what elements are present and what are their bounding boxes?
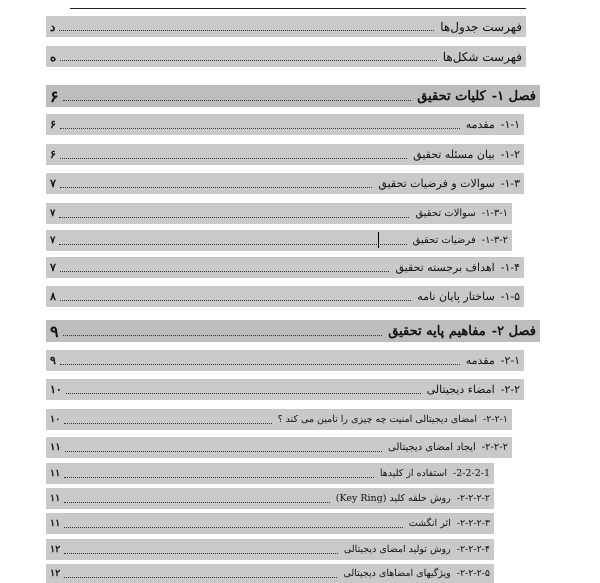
toc-entry-list-of-figures[interactable] <box>46 46 526 67</box>
entry-page: ۷ <box>50 235 56 246</box>
entry-number: ۱-۵- <box>500 290 520 303</box>
toc-entry-chapter-2[interactable] <box>46 320 540 342</box>
toc-entry-2-2-2-1[interactable] <box>46 463 494 484</box>
dot-leader <box>66 393 421 394</box>
entry-page: ۷ <box>50 261 56 274</box>
entry-title: مقدمه <box>465 354 495 367</box>
entry-title: روش تولید امضای دیجیتالی <box>343 544 451 555</box>
toc-entry-2-2[interactable] <box>46 379 524 400</box>
entry-title: امضاء دیجیتالی <box>426 383 495 396</box>
entry-page: ۱۲ <box>50 568 61 579</box>
entry-title: مفاهیم پایه تحقیق <box>388 323 486 339</box>
entry-page: ۶ <box>50 118 56 131</box>
dot-leader <box>60 128 460 129</box>
toc-entry-1-5[interactable] <box>46 286 524 307</box>
top-rule <box>70 8 526 9</box>
entry-page: ۱۰ <box>50 383 62 396</box>
entry-title: ایجاد امضای دیجیتالی <box>388 442 476 453</box>
entry-title: فرضیات تحقیق <box>412 235 476 246</box>
entry-title: بیان مسئله تحقیق <box>413 148 495 161</box>
toc-entry-2-1[interactable] <box>46 350 524 371</box>
entry-title: مقدمه <box>465 118 495 131</box>
dot-leader <box>65 451 382 452</box>
dot-leader <box>59 244 406 245</box>
entry-number: ۲-۲- <box>500 383 520 396</box>
dot-leader <box>59 217 409 218</box>
entry-page: د <box>50 19 56 34</box>
toc-entry-1-2[interactable] <box>46 144 524 165</box>
entry-number: ۱-۴- <box>500 261 520 274</box>
entry-title: سوالات و فرضیات تحقیق <box>378 177 495 190</box>
entry-page: ۹ <box>50 321 59 341</box>
dot-leader <box>63 335 383 336</box>
entry-title: اثر انگشت <box>408 518 451 529</box>
dot-leader <box>59 30 434 31</box>
toc-entry-1-3-2[interactable] <box>46 230 512 251</box>
dot-leader <box>60 158 407 159</box>
entry-page: ۱۱ <box>50 518 61 529</box>
dot-leader <box>64 502 330 503</box>
toc-entry-1-3-1[interactable] <box>46 203 512 224</box>
entry-page: ۸ <box>50 290 56 303</box>
entry-number: فصل ۲- <box>491 323 536 339</box>
entry-page: ۱۱ <box>50 468 61 479</box>
entry-title: ساختار پایان نامه <box>417 290 495 303</box>
entry-page: ۶ <box>50 148 56 161</box>
entry-title: ویژگیهای امضاهای دیجیتالی <box>343 568 451 579</box>
entry-page: ه <box>50 49 57 64</box>
entry-page: ۷ <box>50 208 56 219</box>
dot-leader <box>64 423 271 424</box>
toc-entry-2-2-2[interactable] <box>46 437 512 458</box>
dot-leader <box>60 364 460 365</box>
entry-number: ۱-۱- <box>500 118 520 131</box>
entry-page: ۹ <box>50 354 56 367</box>
entry-number: ۲-۲-۲-۵- <box>456 568 490 579</box>
entry-page: ۷ <box>50 177 56 190</box>
dot-leader <box>64 577 337 578</box>
entry-title: فهرست جدول‌ها <box>440 19 522 34</box>
entry-number: 2-2-2-1- <box>452 468 490 479</box>
entry-title: استفاده از کلیدها <box>379 468 447 479</box>
toc-entry-1-4[interactable] <box>46 257 524 278</box>
entry-number: ۲-۲-۲-۳- <box>456 518 490 529</box>
dot-leader <box>60 187 373 188</box>
entry-number: ۲-۱- <box>500 354 520 367</box>
toc-entry-chapter-1[interactable] <box>46 85 540 107</box>
toc-entry-1-3[interactable] <box>46 173 524 194</box>
dot-leader <box>63 100 412 101</box>
dot-leader <box>60 60 436 61</box>
entry-title: کلیات تحقیق <box>417 88 486 104</box>
toc-entry-2-2-2-4[interactable] <box>46 539 494 560</box>
dot-leader <box>64 527 403 528</box>
toc-entry-2-2-2-3[interactable] <box>46 513 494 534</box>
dot-leader <box>60 271 390 272</box>
entry-number: ۲-۲-۲-۲- <box>456 493 490 504</box>
toc-entry-list-of-tables[interactable] <box>46 16 526 37</box>
entry-number: ۲-۲-۱- <box>483 414 508 425</box>
entry-page: ۱۰ <box>50 414 61 425</box>
entry-title: روش حلقه کلید (Key Ring) <box>335 493 451 504</box>
toc-entry-2-2-1[interactable] <box>46 409 512 430</box>
entry-title: امضای دیجیتالی امنیت چه چیزی را تامین می کند ؟ <box>277 414 478 425</box>
entry-page: ۶ <box>50 86 59 106</box>
entry-number: ۲-۲-۲-۴- <box>456 544 490 555</box>
dot-leader <box>60 300 411 301</box>
dot-leader <box>64 477 374 478</box>
entry-title: سوالات تحقیق <box>415 208 476 219</box>
entry-number: فصل ۱- <box>491 88 536 104</box>
entry-number: ۱-۳-۱- <box>481 208 508 219</box>
entry-page: ۱۱ <box>50 442 61 453</box>
dot-leader <box>64 553 338 554</box>
toc-entry-1-1[interactable] <box>46 114 524 135</box>
entry-title: فهرست شکل‌ها <box>442 49 522 64</box>
entry-page: ۱۱ <box>50 493 61 504</box>
entry-title: اهداف برجسته تحقیق <box>395 261 495 274</box>
entry-number: ۱-۲- <box>500 148 520 161</box>
entry-number: ۱-۳- <box>500 177 520 190</box>
toc-entry-2-2-2-5[interactable] <box>46 564 494 583</box>
text-cursor <box>378 232 379 248</box>
entry-number: ۲-۲-۲- <box>481 442 508 453</box>
toc-entry-2-2-2-2[interactable] <box>46 488 494 509</box>
entry-page: ۱۲ <box>50 544 61 555</box>
entry-number: ۱-۳-۲- <box>481 235 508 246</box>
